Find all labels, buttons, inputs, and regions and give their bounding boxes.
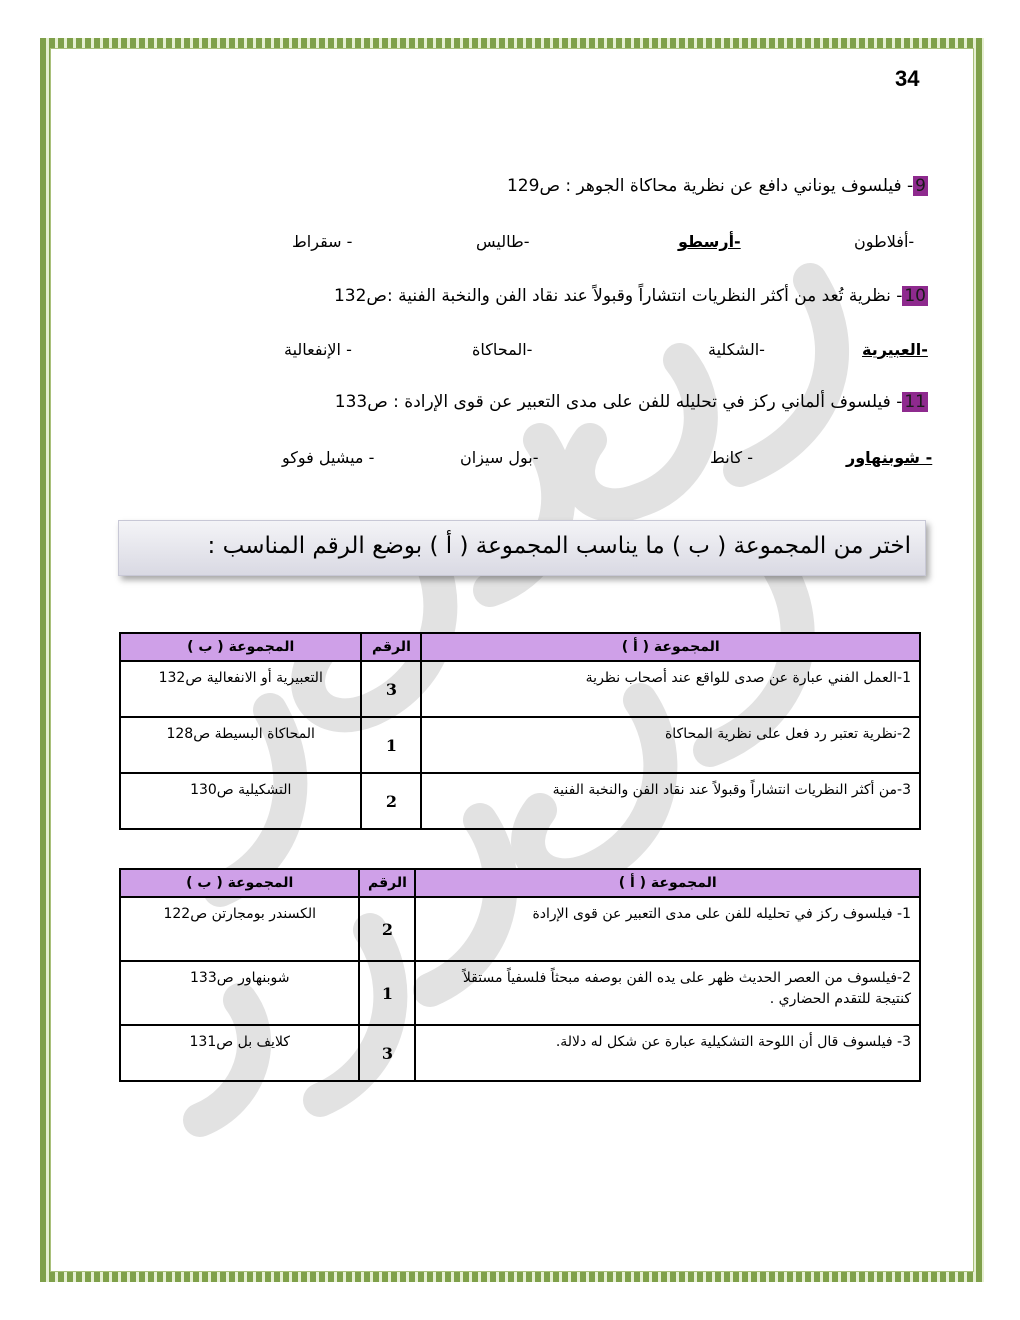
cell-a: 2-فيلسوف من العصر الحديث ظهر على يده الفن بوصفه مبحثاً فلسفياً مستقلاً كنتيجة للتقدم الحضاري .	[415, 961, 920, 1025]
option-answer: - شوبنهاور	[846, 448, 933, 467]
question-9	[507, 176, 928, 196]
header-group-b: المجموعة ( ب )	[120, 633, 361, 661]
option-answer: -أرسطو	[678, 232, 741, 251]
matching-table-1	[119, 632, 921, 830]
question-number: 11	[904, 392, 926, 412]
option: - كانط	[710, 448, 753, 467]
table-row	[120, 773, 920, 829]
option: - سقراط	[292, 232, 353, 251]
option-answer: -العبيرية	[862, 340, 928, 359]
cell-b: شوبنهاور ص133	[120, 961, 359, 1025]
option: -طاليس	[476, 232, 530, 251]
cell-a: 2-نظرية تعتبر رد فعل على نظرية المحاكاة	[421, 717, 920, 773]
header-number: الرقم	[359, 869, 415, 897]
cell-b: الكسندر بومجارتن ص122	[120, 897, 359, 961]
header-group-a: المجموعة ( أ )	[415, 869, 920, 897]
question-11	[335, 392, 928, 412]
cell-number: 3	[361, 661, 421, 717]
question-10	[334, 286, 928, 306]
cell-b: كلايف بل ص131	[120, 1025, 359, 1081]
matching-table-2	[119, 868, 921, 1082]
cell-number: 2	[359, 897, 415, 961]
cell-a: 3-من أكثر النظريات انتشاراً وقبولاً عند نقاد الفن والنخبة الفنية	[421, 773, 920, 829]
cell-b: المحاكاة البسيطة ص128	[120, 717, 361, 773]
page-number: 34	[895, 66, 920, 91]
cell-b: التعبيرية أو الانفعالية ص132	[120, 661, 361, 717]
option: -الشكلية	[708, 340, 765, 359]
cell-b: التشكيلية ص130	[120, 773, 361, 829]
option: -أفلاطون	[854, 232, 915, 251]
option: -بول سيزان	[460, 448, 539, 467]
cell-a: 1- فيلسوف ركز في تحليله للفن على مدى التعبير عن قوى الإرادة	[415, 897, 920, 961]
cell-number: 1	[359, 961, 415, 1025]
cell-number: 1	[361, 717, 421, 773]
option: - ميشيل فوكو	[282, 448, 375, 467]
option: - الإنفعالية	[284, 340, 352, 359]
section-banner: اختر من المجموعة ( ب ) ما يناسب المجموعة ( أ ) بوضع الرقم المناسب :	[118, 520, 926, 576]
question-number: 10	[904, 286, 926, 306]
question-text: - فيلسوف ألماني ركز في تحليله للفن على مدى التعبير عن قوى الإرادة : ص133	[334, 392, 903, 412]
table-row	[120, 661, 920, 717]
table-row	[120, 961, 920, 1025]
question-text: - نظرية تُعد من أكثر النظريات انتشاراً وقبولاً عند نقاد الفن والنخبة الفنية :ص132	[333, 286, 903, 306]
cell-a: 1-العمل الفني عبارة عن صدى للواقع عند أصحاب نظرية	[421, 661, 920, 717]
cell-number: 3	[359, 1025, 415, 1081]
header-number: الرقم	[361, 633, 421, 661]
table-row	[120, 1025, 920, 1081]
header-group-a: المجموعة ( أ )	[421, 633, 920, 661]
option: -المحاكاة	[472, 340, 533, 359]
table-row	[120, 717, 920, 773]
cell-number: 2	[361, 773, 421, 829]
cell-a: 3- فيلسوف قال أن اللوحة التشكيلية عبارة عن شكل له دلالة.	[415, 1025, 920, 1081]
header-group-b: المجموعة ( ب )	[120, 869, 359, 897]
table-row	[120, 897, 920, 961]
question-number: 9	[915, 176, 926, 196]
question-text: - فيلسوف يوناني دافع عن نظرية محاكاة الجوهر : ص129	[506, 176, 914, 196]
